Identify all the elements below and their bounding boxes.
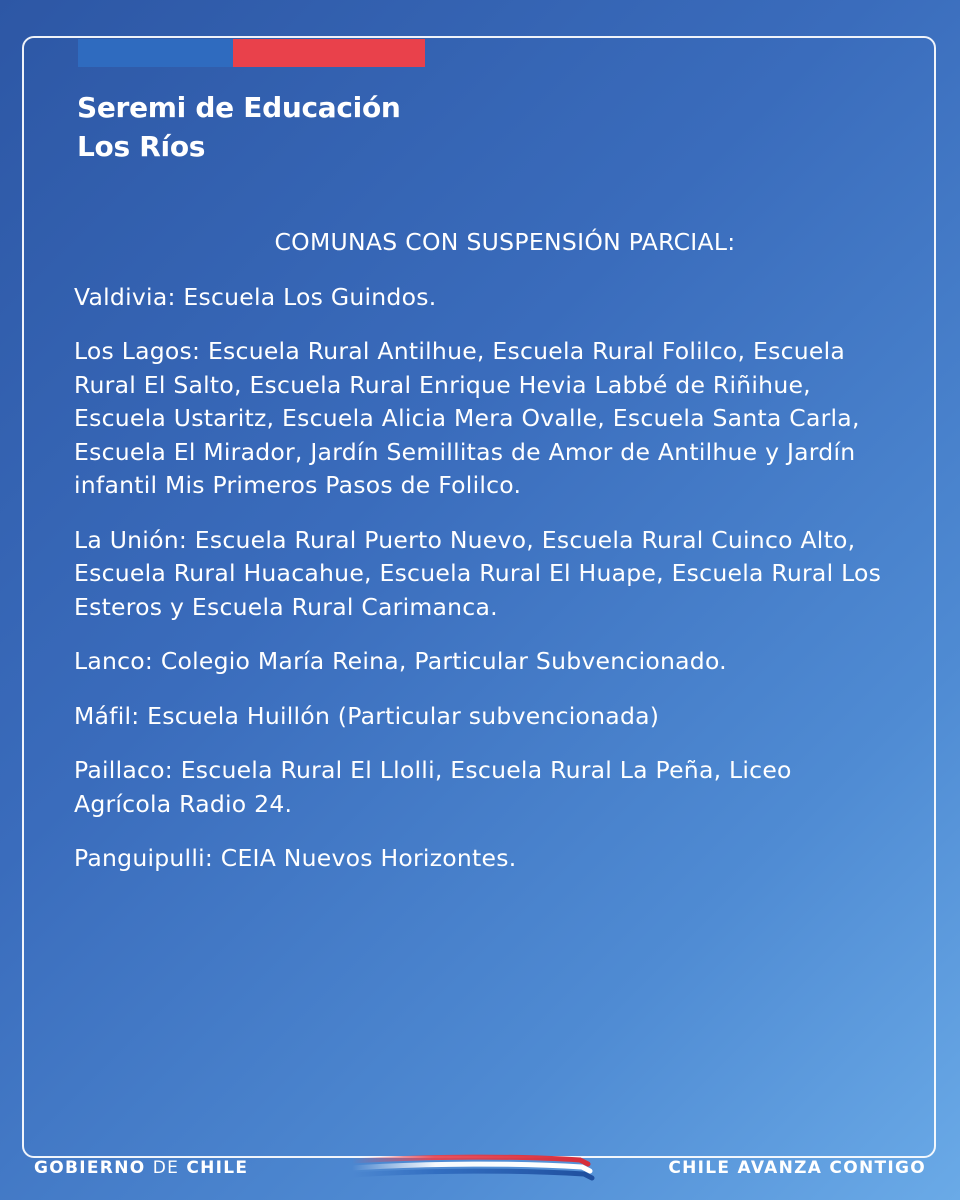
brand-line-1: Seremi de Educación (77, 91, 401, 124)
footer-chile-avanza-contigo: CHILE AVANZA CONTIGO (668, 1158, 926, 1178)
commune-paragraph-mafil: Máfil: Escuela Huillón (Particular subvencionada) (74, 701, 660, 730)
footer-gobierno-de-chile (34, 1156, 248, 1180)
footer-left-word-3: CHILE (186, 1158, 249, 1178)
footer-left-word-1: GOBIERNO (34, 1158, 146, 1178)
commune-paragraph-los-lagos: Los Lagos: Escuela Rural Antilhue, Escuela Rural Folilco, Escuela Rural El Salto, Escuela Rural Enrique Hevia Labbé de Riñihue, Escuela Ustaritz, Escuela Alicia Mera Ovalle, Escuela Santa Carla, Escuela El Mirador, Jardín Semillitas de Amor de Antilhue y Jardín infantil Mis Primeros Pasos de Folilco. (74, 337, 860, 499)
brand-line-2: Los Ríos (77, 130, 206, 163)
commune-paragraph-panguipulli: Panguipulli: CEIA Nuevos Horizontes. (74, 844, 517, 872)
brand-title (77, 88, 401, 166)
chile-wave-logo-icon (350, 1152, 596, 1186)
commune-paragraph-lanco: Lanco: Colegio María Reina, Particular Subvencionado. (74, 647, 727, 675)
commune-paragraph-valdivia: Valdivia: Escuela Los Guindos. (74, 282, 437, 311)
flag-stripe (78, 39, 425, 67)
commune-paragraph-la-union: La Unión: Escuela Rural Puerto Nuevo, Escuela Rural Cuinco Alto, Escuela Rural Huacahue, Escuela Rural El Huape, Escuela Rural Los Esteros y Escuela Rural Carimanca. (74, 525, 882, 621)
footer-left-word-2: DE (152, 1158, 180, 1178)
flag-blue-stripe (78, 39, 233, 67)
announcement-heading: COMUNAS CON SUSPENSIÓN PARCIAL: (274, 228, 736, 256)
announcement-body (74, 226, 886, 897)
flag-red-stripe (233, 39, 425, 67)
commune-paragraph-paillaco: Paillaco: Escuela Rural El Llolli, Escuela Rural La Peña, Liceo Agrícola Radio 24. (74, 756, 792, 818)
